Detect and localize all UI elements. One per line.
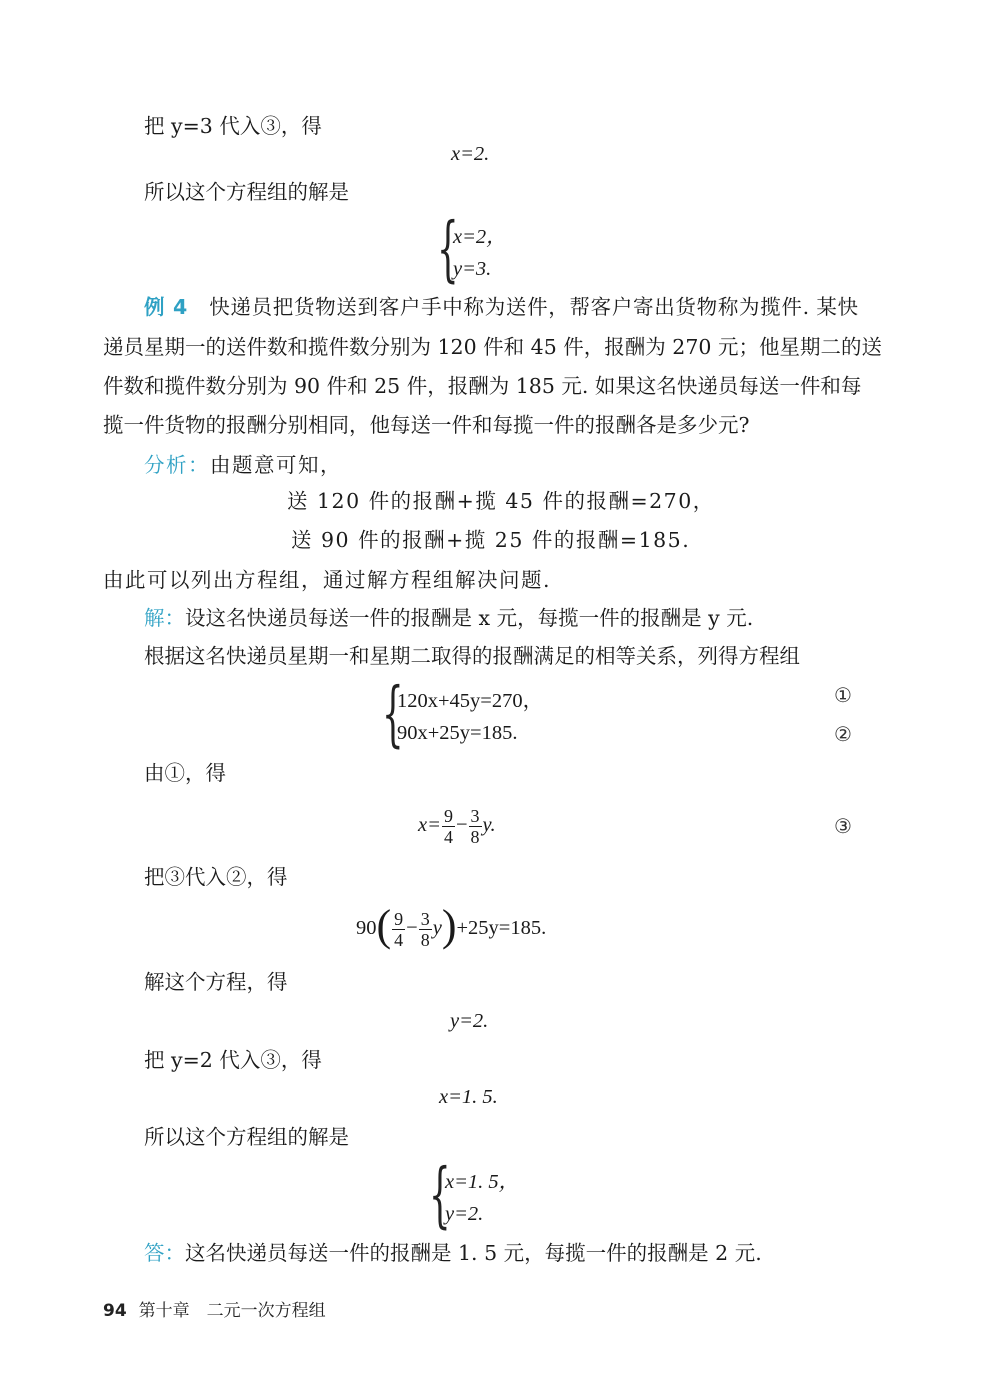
fraction: $\frac{3}{8}$ xyxy=(470,805,480,847)
equation-text: +25y=185. xyxy=(456,917,547,939)
minus-sign: − xyxy=(406,917,418,939)
example-line: 件数和揽件数分别为 90 件和 25 件，报酬为 185 元. 如果这名快递员每送一件和每 xyxy=(103,374,862,398)
example-label: 例 4 xyxy=(144,295,188,319)
text-line: 所以这个方程组的解是 xyxy=(144,180,349,204)
minus-sign: − xyxy=(455,814,468,836)
solution-line: x=1. 5， xyxy=(445,1171,520,1193)
variable: y xyxy=(432,917,442,939)
text-line: 把③代入②，得 xyxy=(144,865,288,889)
answer-text: 这名快递员每送一件的报酬是 1. 5 元，每揽一件的报酬是 2 元. xyxy=(185,1241,762,1265)
fraction: $\frac{3}{8}$ xyxy=(420,908,430,950)
equation-text: x= xyxy=(418,814,441,836)
example-line: 揽一件货物的报酬分别相同，他每送一件和每揽一件的报酬各是多少元? xyxy=(103,413,750,437)
solution-line: y=3. xyxy=(453,258,492,280)
solution-line: y=2. xyxy=(445,1203,484,1225)
fraction: $\frac{9}{4}$ xyxy=(394,908,404,950)
solution-line: 根据这名快递员星期一和星期二取得的报酬满足的相等关系，列得方程组 xyxy=(144,644,800,668)
answer-line xyxy=(144,1238,762,1268)
equation: x=1. 5. xyxy=(439,1086,498,1108)
equation-text: y. xyxy=(482,814,496,836)
text-line: 所以这个方程组的解是 xyxy=(144,1125,349,1149)
page-number: 94 xyxy=(103,1301,127,1321)
solution-line: x=2， xyxy=(453,226,507,248)
system-equation-1: 120x+45y=270， xyxy=(397,690,544,712)
analysis-text: 由题意可知， xyxy=(210,453,342,477)
left-brace: { xyxy=(437,207,459,292)
analysis-equation: 送 90 件的报酬+揽 25 件的报酬=185. xyxy=(291,528,691,552)
page-footer xyxy=(103,1296,326,1321)
fraction: $\frac{9}{4}$ xyxy=(443,805,453,847)
text-line: 由①，得 xyxy=(144,761,226,785)
system-equation-2: 90x+25y=185. xyxy=(397,722,518,744)
analysis-line xyxy=(144,450,342,480)
equation-number: ① xyxy=(834,683,852,707)
solution-line xyxy=(144,603,753,633)
example-text: 快递员把货物送到客户手中称为送件，帮客户寄出货物称为揽件. 某快 xyxy=(209,295,859,319)
text-line: 把 y=2 代入③，得 xyxy=(144,1048,322,1072)
equation-number: ③ xyxy=(834,814,852,838)
text-line: 把 y=3 代入③，得 xyxy=(144,114,322,138)
analysis-equation: 送 120 件的报酬+揽 45 件的报酬=270， xyxy=(287,489,715,513)
equation: y=2. xyxy=(450,1010,489,1032)
analysis-line: 由此可以列出方程组，通过解方程组解决问题. xyxy=(103,568,552,592)
equation: x=2. xyxy=(451,143,490,165)
equation-4: 90( $\frac{9}{4}$ − $\frac{3}{8}$ y)+25y=185. xyxy=(356,901,547,951)
chapter-title: 第十章 二元一次方程组 xyxy=(138,1301,326,1321)
solution-text: 设这名快递员每送一件的报酬是 x 元，每揽一件的报酬是 y 元. xyxy=(185,606,754,630)
equation-number: ② xyxy=(834,722,852,746)
analysis-label: 分析： xyxy=(144,453,210,477)
solution-label: 解： xyxy=(144,606,185,630)
example-line xyxy=(144,292,858,322)
equation-text: 90 xyxy=(356,917,377,939)
text-line: 解这个方程，得 xyxy=(144,970,288,994)
answer-label: 答： xyxy=(144,1241,185,1265)
left-brace: { xyxy=(382,672,404,757)
equation-3 xyxy=(418,800,496,850)
example-line: 递员星期一的送件数和揽件数分别为 120 件和 45 件，报酬为 270 元；他星期二的送 xyxy=(103,335,882,359)
left-brace: { xyxy=(429,1153,451,1238)
